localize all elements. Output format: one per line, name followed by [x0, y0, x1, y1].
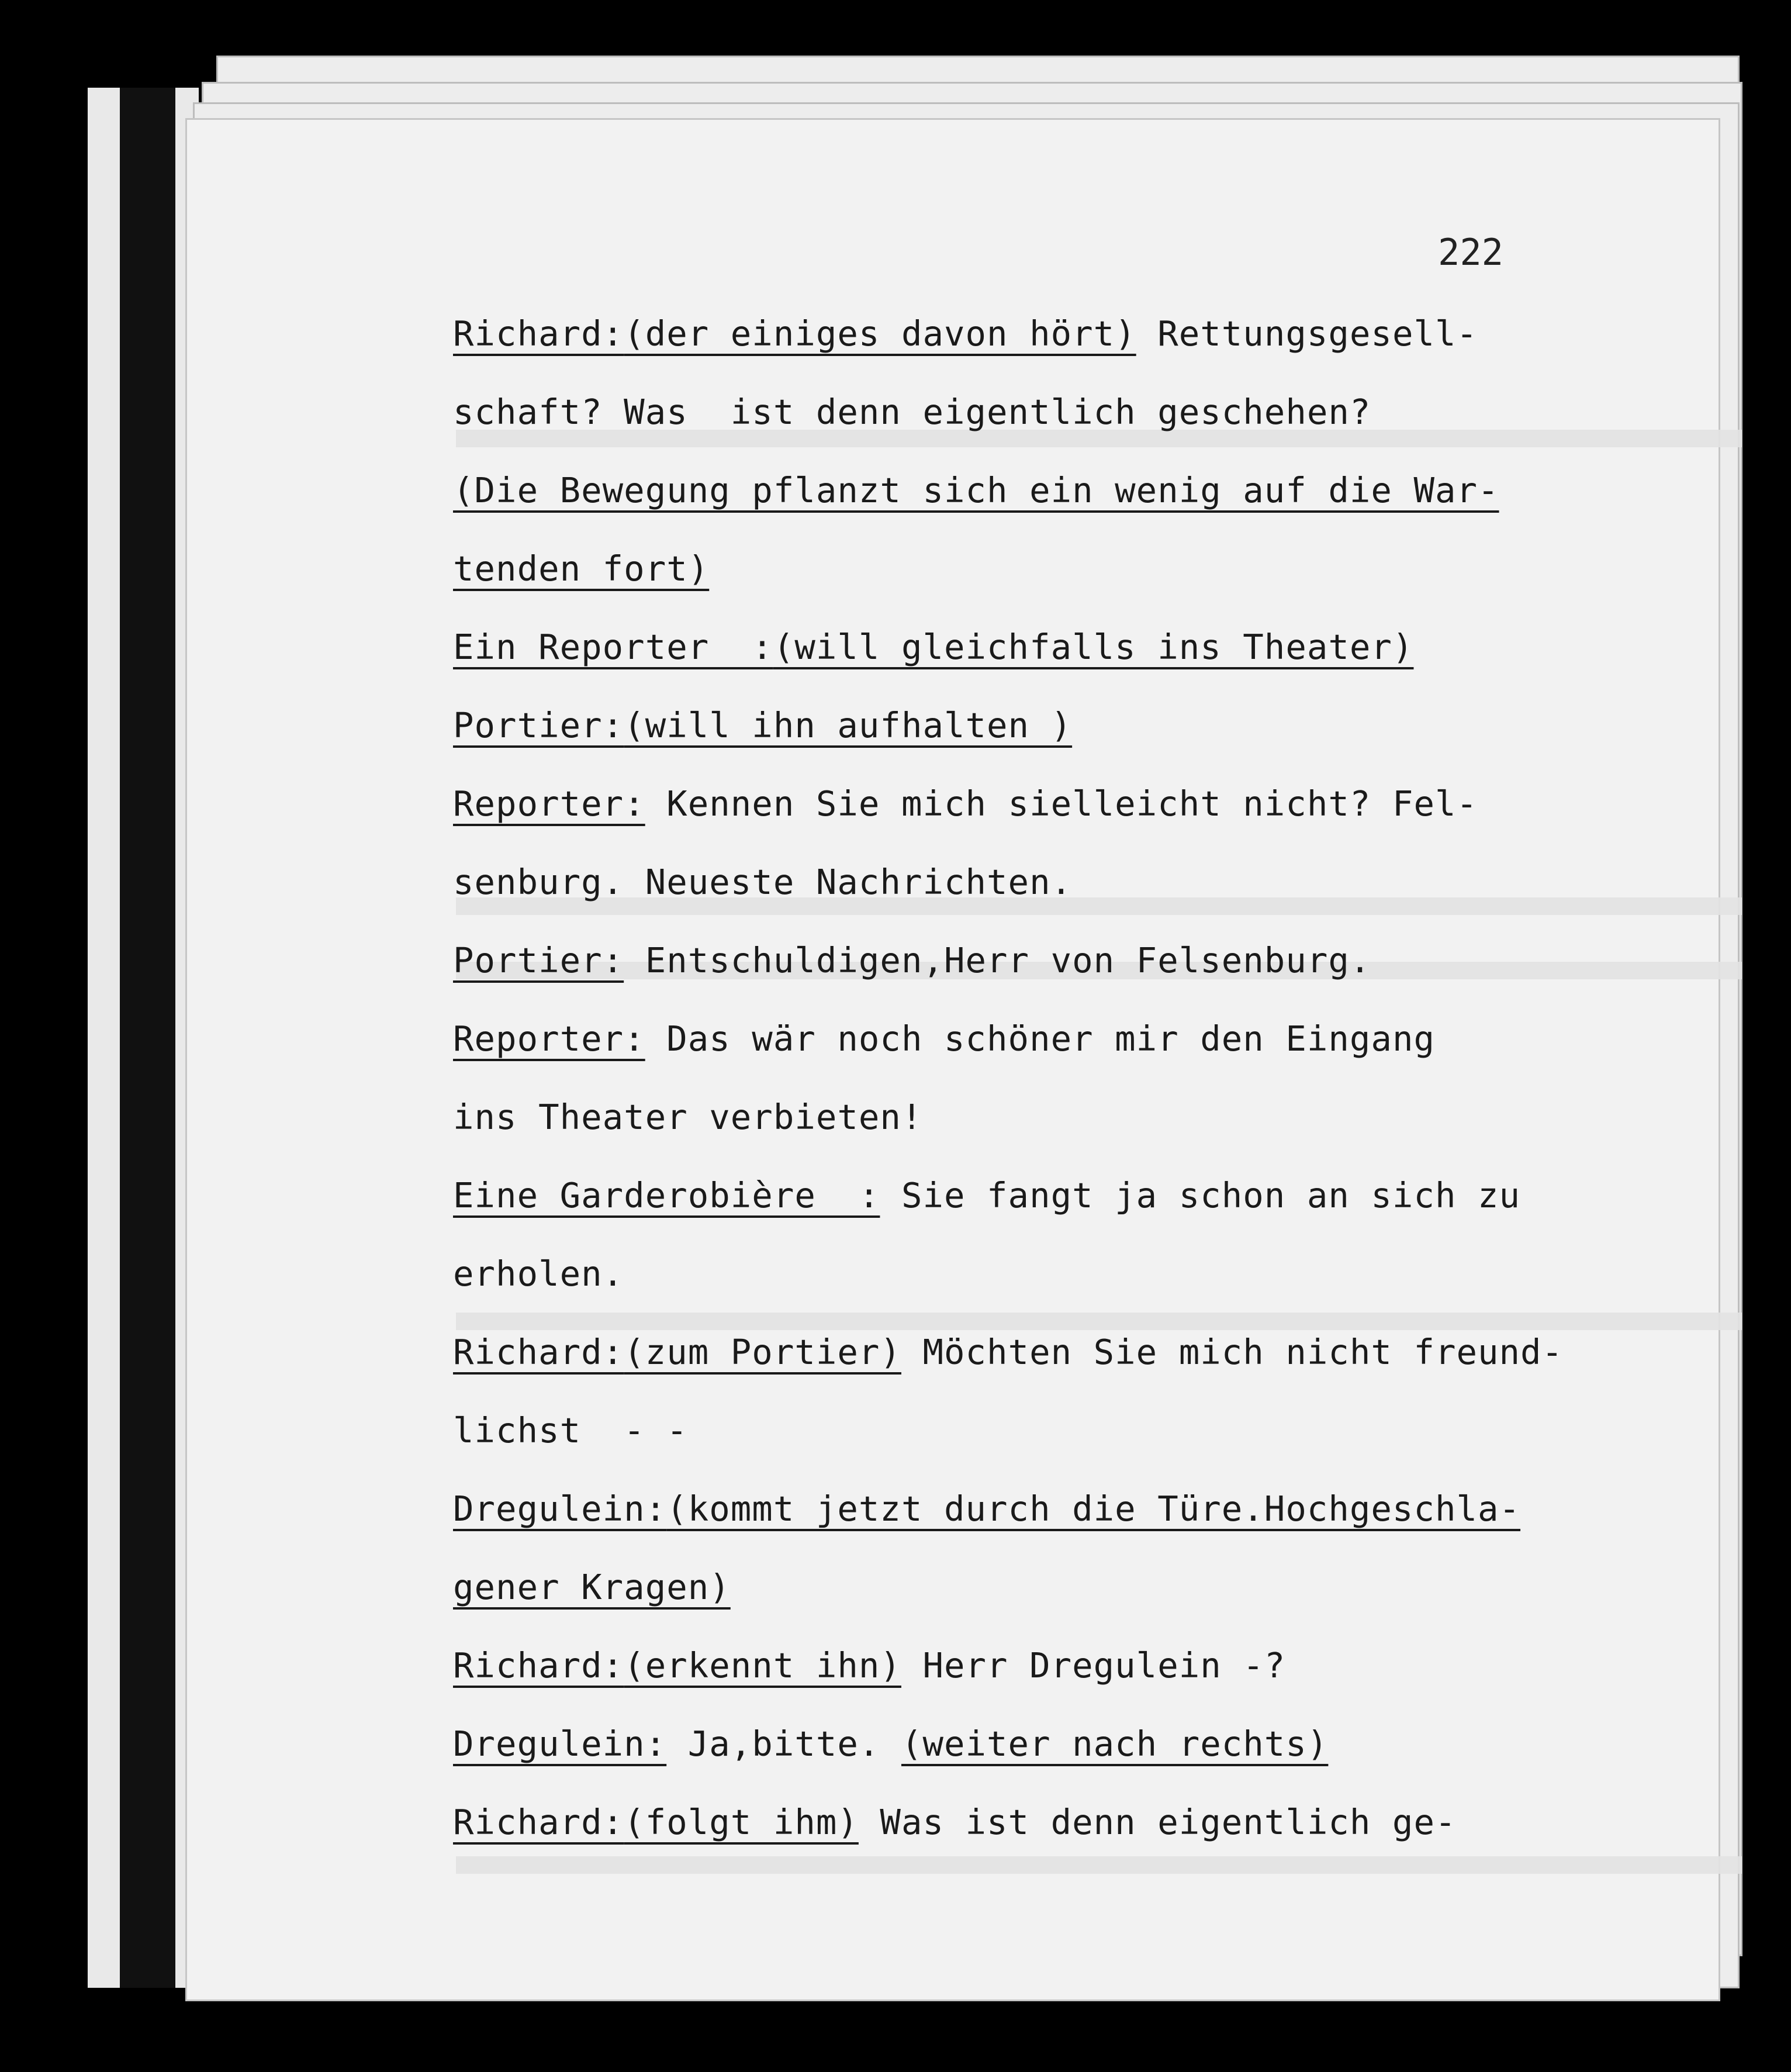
speaker-name: Richard: — [453, 1802, 624, 1842]
line-text: Ja,bitte. — [666, 1724, 901, 1764]
text-line — [453, 307, 1710, 385]
text-line — [453, 1404, 1710, 1482]
line-text: lichst - - — [453, 1410, 688, 1451]
line-text: senburg. Neueste Nachrichten. — [453, 862, 1073, 902]
stage-direction: (Die Bewegung pflanzt sich ein wenig auf die War- — [453, 470, 1499, 510]
speaker-name: Portier: — [453, 705, 624, 745]
line-text: Rettungsgesell- — [1136, 313, 1478, 354]
text-line — [453, 620, 1710, 699]
text-line — [453, 1482, 1710, 1560]
text-line — [453, 385, 1710, 464]
stage-direction: (kommt jetzt durch die Türe.Hochgeschla- — [666, 1489, 1521, 1529]
stage-direction: (erkennt ihn) — [624, 1645, 901, 1686]
line-text: Kennen Sie mich sielleicht nicht? Fel- — [645, 783, 1478, 824]
typescript-body — [453, 307, 1710, 1874]
text-line — [453, 699, 1710, 777]
text-line — [453, 1247, 1710, 1325]
stage-direction: (will ihn aufhalten ) — [624, 705, 1073, 745]
line-text: erholen. — [453, 1253, 624, 1294]
text-line — [453, 1325, 1710, 1404]
stage-direction: (weiter nach rechts) — [901, 1724, 1329, 1764]
stage-direction: (der einiges davon hört) — [624, 313, 1136, 354]
line-text: Herr Dregulein -? — [901, 1645, 1286, 1686]
line-text: Möchten Sie mich nicht freund- — [901, 1332, 1564, 1372]
speaker-name: Dregulein: — [453, 1724, 667, 1764]
line-text: Sie fangt ja schon an sich zu — [880, 1175, 1521, 1215]
speaker-name: Richard: — [453, 1332, 624, 1372]
text-line — [453, 1795, 1710, 1874]
text-line — [453, 1090, 1710, 1169]
text-line — [453, 1012, 1710, 1090]
text-line — [453, 934, 1710, 1012]
text-line — [453, 855, 1710, 934]
speaker-name: Eine Garderobière : — [453, 1175, 880, 1215]
speaker-name: Richard: — [453, 1645, 624, 1686]
speaker-name: Dregulein: — [453, 1489, 667, 1529]
text-line — [453, 1717, 1710, 1795]
stage-direction: (folgt ihm) — [624, 1802, 859, 1842]
stage-direction: (zum Portier) — [624, 1332, 901, 1372]
page-number: 222 — [1438, 231, 1503, 274]
line-text: Entschuldigen,Herr von Felsenburg. — [624, 940, 1371, 980]
edge-shadow — [120, 88, 175, 1988]
stage-direction: gener Kragen) — [453, 1567, 731, 1607]
speaker-name: Richard: — [453, 313, 624, 354]
stage-direction: tenden fort) — [453, 548, 710, 589]
speaker-name: Reporter: — [453, 783, 645, 824]
line-text: schaft? Was ist denn eigentlich geschehen? — [453, 392, 1371, 432]
line-text: ins Theater verbieten! — [453, 1097, 923, 1137]
line-text: Das wär noch schöner mir den Eingang — [645, 1018, 1435, 1059]
text-line — [453, 1639, 1710, 1717]
text-line — [453, 464, 1710, 542]
text-line — [453, 1560, 1710, 1639]
speaker-name: Reporter: — [453, 1018, 645, 1059]
text-line — [453, 777, 1710, 855]
text-line — [453, 1169, 1710, 1247]
stage-direction: (will gleichfalls ins Theater) — [773, 627, 1414, 667]
speaker-name: Ein Reporter : — [453, 627, 773, 667]
speaker-name: Portier: — [453, 940, 624, 980]
line-text: Was ist denn eigentlich ge- — [858, 1802, 1457, 1842]
text-line — [453, 542, 1710, 620]
